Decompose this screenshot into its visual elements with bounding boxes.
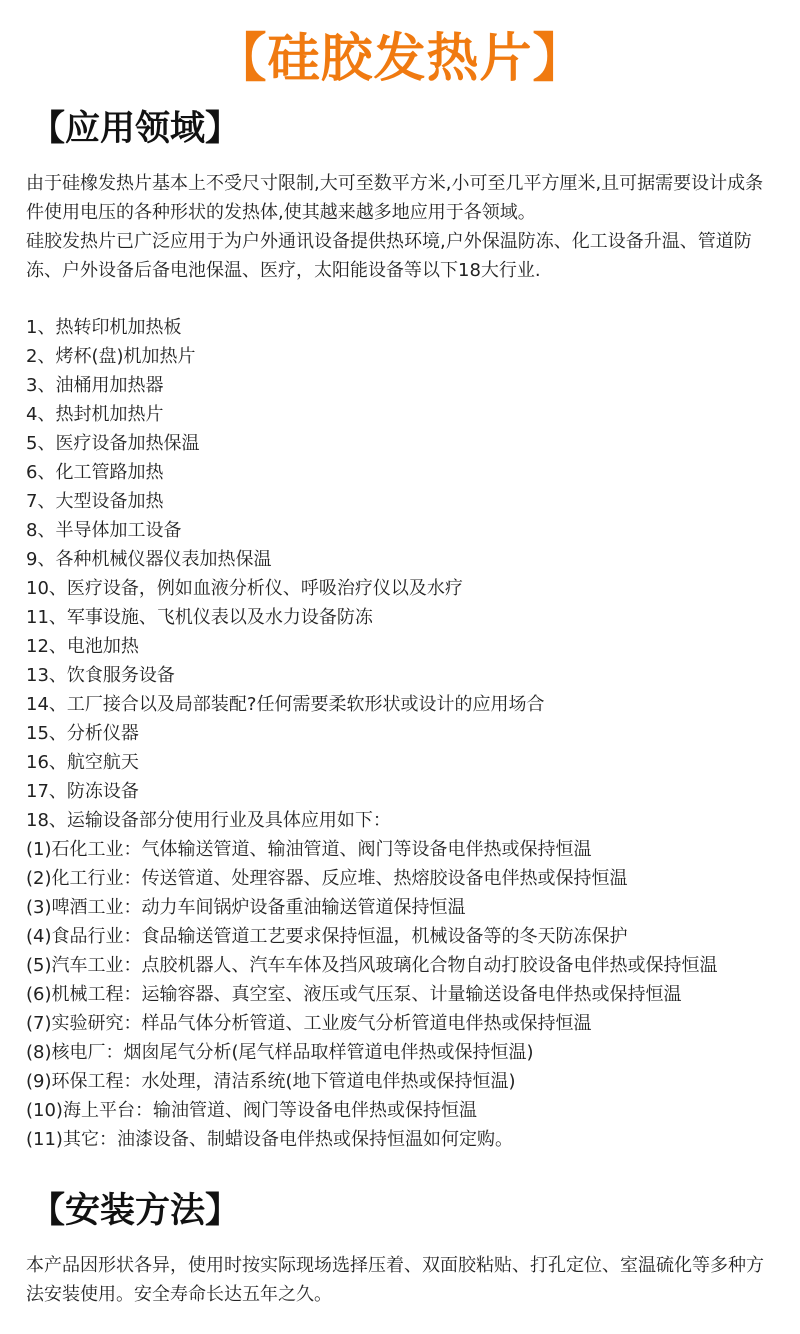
list-item: (4)食品行业：食品输送管道工艺要求保持恒温，机械设备等的冬天防冻保护	[26, 926, 628, 947]
list-item: (8)核电厂：烟囱尾气分析(尾气样品取样管道电伴热或保持恒温)	[26, 1042, 534, 1063]
list-item: (7)实验研究：样品气体分析管道、工业废气分析管道电伴热或保持恒温	[26, 1013, 592, 1034]
list-item: 6、化工管路加热	[26, 462, 164, 483]
list-item: 2、烤杯(盘)机加热片	[26, 346, 196, 367]
list-item: 1、热转印机加热板	[26, 317, 182, 338]
list-item: 14、工厂接合以及局部装配?任何需要柔软形状或设计的应用场合	[26, 694, 545, 715]
list-item: 13、饮食服务设备	[26, 665, 175, 686]
installation-text: 本产品因形状各异，使用时按实际现场选择压着、双面胶粘贴、打孔定位、室温硫化等多种方法安装使用。安全寿命长达五年之久。	[26, 1255, 764, 1305]
list-item: (5)汽车工业：点胶机器人、汽车车体及挡风玻璃化合物自动打胶设备电伴热或保持恒温	[26, 955, 718, 976]
applications-list	[26, 313, 786, 1154]
list-item: (10)海上平台：输油管道、阀门等设备电伴热或保持恒温	[26, 1100, 477, 1121]
list-item: 11、军事设施、飞机仪表以及水力设备防冻	[26, 607, 373, 628]
list-item: 16、航空航天	[26, 752, 139, 773]
list-item: 12、电池加热	[26, 636, 139, 657]
section-heading-applications: 【应用领域】	[30, 109, 241, 149]
list-item: (1)石化工业：气体输送管道、输油管道、阀门等设备电伴热或保持恒温	[26, 839, 592, 860]
list-item: 9、各种机械仪器仪表加热保温	[26, 549, 272, 570]
list-item: (6)机械工程：运输容器、真空室、液压或气压泵、计量输送设备电伴热或保持恒温	[26, 984, 682, 1005]
list-item: 15、分析仪器	[26, 723, 139, 744]
list-item: 18、运输设备部分使用行业及具体应用如下：	[26, 810, 391, 831]
list-item: 10、医疗设备，例如血液分析仪、呼吸治疗仪以及水疗	[26, 578, 463, 599]
list-item: (9)环保工程：水处理，清洁系统(地下管道电伴热或保持恒温)	[26, 1071, 516, 1092]
list-item: 4、热封机加热片	[26, 404, 164, 425]
list-item: 5、医疗设备加热保温	[26, 433, 200, 454]
list-item: (3)啤酒工业：动力车间锅炉设备重油输送管道保持恒温	[26, 897, 466, 918]
applications-intro	[26, 169, 778, 285]
intro-paragraph: 由于硅橡发热片基本上不受尺寸限制,大可至数平方米,小可至几平方厘米,且可据需要设计成条件使用电压的各种形状的发热体,使其越来越多地应用于各领域。	[26, 173, 764, 223]
list-item: (2)化工行业：传送管道、处理容器、反应堆、热熔胶设备电伴热或保持恒温	[26, 868, 628, 889]
list-item: 17、防冻设备	[26, 781, 139, 802]
list-item: 7、大型设备加热	[26, 491, 164, 512]
intro-paragraph: 硅胶发热片已广泛应用于为户外通讯设备提供热环境,户外保温防冻、化工设备升温、管道防冻、户外设备后备电池保温、医疗，太阳能设备等以下18大行业.	[26, 231, 752, 281]
section-heading-installation: 【安装方法】	[30, 1191, 241, 1231]
list-item: 3、油桶用加热器	[26, 375, 164, 396]
page-title: 【硅胶发热片】	[214, 29, 586, 89]
list-item: (11)其它：油漆设备、制蜡设备电伴热或保持恒温如何定购。	[26, 1129, 513, 1150]
list-item: 8、半导体加工设备	[26, 520, 182, 541]
